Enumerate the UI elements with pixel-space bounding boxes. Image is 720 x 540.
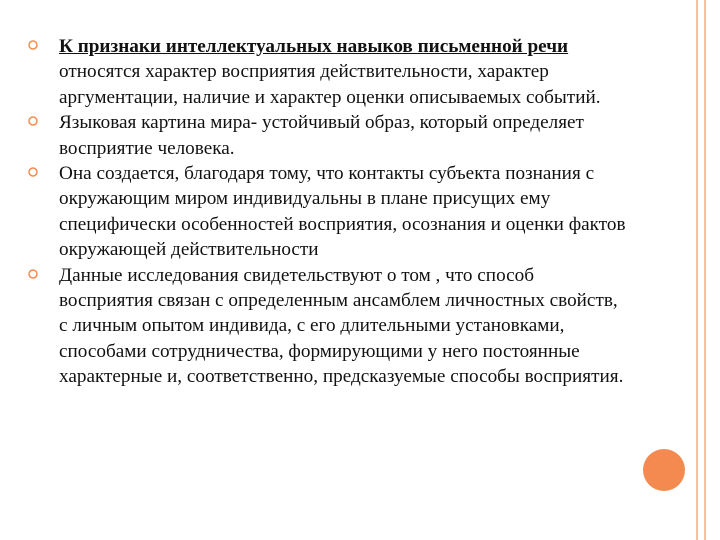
bullet-list bbox=[28, 34, 628, 390]
bullet-text: Данные исследования свидетельствуют о том , что способ восприятия связан с определенным ансамблем личностных свойств, с личным опытом индивида, с его длительными установками, способами сотрудничества, формирующими у него постоянные характерные и, соответственно, предсказуемые способы восприятия. bbox=[59, 264, 624, 388]
bullet-lead: К признаки интеллектуальных навыков письменной речи bbox=[59, 36, 569, 57]
circle-outline-bullet-icon bbox=[28, 269, 38, 279]
bullet-text: Она создается, благодаря тому, что контакты субъекта познания с окружающим миром индивидуальны в плане присущих ему специфически особенностей восприятия, осознания и оценки фактов окружающей действительности bbox=[59, 163, 626, 261]
decorative-orange-circle bbox=[643, 449, 685, 491]
circle-outline-bullet-icon bbox=[28, 116, 38, 126]
bullet-item bbox=[28, 110, 628, 161]
right-frame-line-outer bbox=[696, 0, 698, 540]
circle-outline-bullet-icon bbox=[28, 40, 38, 50]
bullet-text: Языковая картина мира- устойчивый образ, который определяет восприятие человека. bbox=[59, 112, 584, 159]
bullet-item bbox=[28, 161, 628, 263]
bullet-item bbox=[28, 263, 628, 390]
circle-outline-bullet-icon bbox=[28, 167, 38, 177]
right-frame-line-inner bbox=[704, 0, 706, 540]
bullet-item bbox=[28, 34, 628, 110]
bullet-text: относятся характер восприятия действительности, характер аргументации, наличие и характер оценки описываемых событий. bbox=[59, 61, 601, 108]
